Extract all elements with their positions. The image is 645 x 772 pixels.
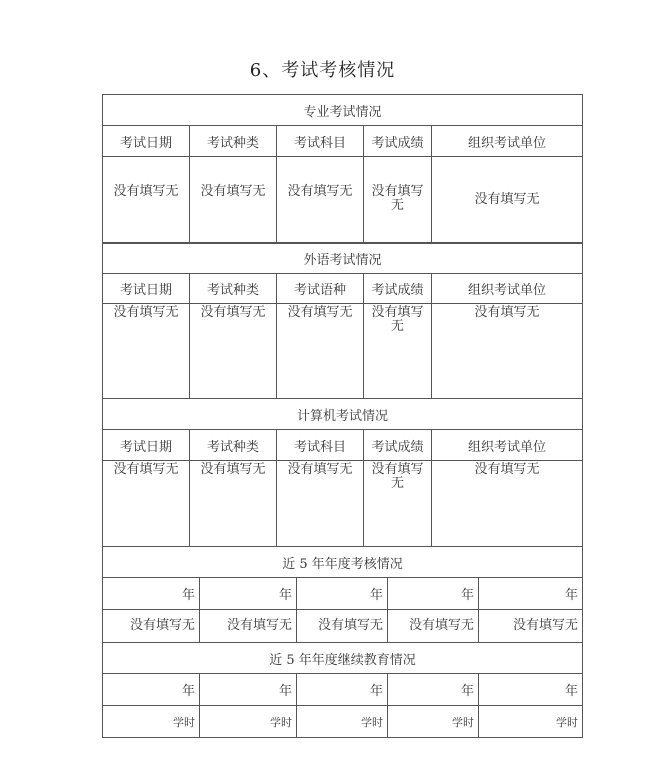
annual-result-value: 没有填写无 [388, 610, 479, 643]
col-exam-organizer: 组织考试单位 [432, 274, 583, 304]
language-language-value: 没有填写无 [277, 304, 364, 399]
professional-date-value: 没有填写无 [103, 157, 190, 243]
col-exam-type: 考试种类 [190, 126, 277, 157]
col-exam-date: 考试日期 [103, 126, 190, 157]
page-title: 6、考试考核情况 [249, 60, 396, 81]
col-exam-subject: 考试科目 [277, 430, 364, 461]
computer-exam-table [102, 398, 583, 547]
study-hours-label: 学时 [388, 706, 479, 738]
annual-result-value: 没有填写无 [297, 610, 388, 643]
annual-assessment-table [102, 546, 583, 643]
language-exam-table [102, 243, 583, 399]
study-hours-label: 学时 [200, 706, 297, 738]
col-exam-score: 考试成绩 [364, 274, 432, 304]
computer-subject-value: 没有填写无 [277, 461, 364, 547]
computer-type-value: 没有填写无 [190, 461, 277, 547]
year-label: 年 [479, 674, 583, 706]
study-hours-label: 学时 [103, 706, 200, 738]
language-score-value: 没有填写无 [364, 304, 432, 399]
language-date-value: 没有填写无 [103, 304, 190, 399]
study-hours-label: 学时 [297, 706, 388, 738]
col-exam-score: 考试成绩 [364, 430, 432, 461]
col-exam-language: 考试语种 [277, 274, 364, 304]
computer-score-value: 没有填写无 [364, 461, 432, 547]
col-exam-score: 考试成绩 [364, 126, 432, 157]
col-exam-type: 考试种类 [190, 274, 277, 304]
computer-date-value: 没有填写无 [103, 461, 190, 547]
professional-type-value: 没有填写无 [190, 157, 277, 243]
year-label: 年 [200, 674, 297, 706]
year-label: 年 [103, 578, 200, 610]
col-exam-organizer: 组织考试单位 [432, 430, 583, 461]
annual-result-value: 没有填写无 [200, 610, 297, 643]
language-exam-header: 外语考试情况 [103, 244, 583, 274]
col-exam-date: 考试日期 [103, 430, 190, 461]
annual-result-value: 没有填写无 [103, 610, 200, 643]
professional-subject-value: 没有填写无 [277, 157, 364, 243]
col-exam-date: 考试日期 [103, 274, 190, 304]
continuing-education-table [102, 642, 583, 738]
professional-score-value: 没有填写无 [364, 157, 432, 243]
study-hours-label: 学时 [479, 706, 583, 738]
professional-exam-table [102, 94, 583, 243]
continuing-education-header: 近 5 年年度继续教育情况 [103, 643, 583, 674]
computer-exam-header: 计算机考试情况 [103, 399, 583, 430]
language-organizer-value: 没有填写无 [432, 304, 583, 399]
year-label: 年 [200, 578, 297, 610]
computer-organizer-value: 没有填写无 [432, 461, 583, 547]
language-type-value: 没有填写无 [190, 304, 277, 399]
col-exam-subject: 考试科目 [277, 126, 364, 157]
professional-exam-header: 专业考试情况 [103, 95, 583, 126]
col-exam-organizer: 组织考试单位 [432, 126, 583, 157]
col-exam-type: 考试种类 [190, 430, 277, 461]
year-label: 年 [388, 578, 479, 610]
year-label: 年 [297, 674, 388, 706]
annual-assessment-header: 近 5 年年度考核情况 [103, 547, 583, 578]
year-label: 年 [297, 578, 388, 610]
professional-organizer-value: 没有填写无 [432, 157, 583, 243]
annual-result-value: 没有填写无 [479, 610, 583, 643]
year-label: 年 [479, 578, 583, 610]
year-label: 年 [103, 674, 200, 706]
year-label: 年 [388, 674, 479, 706]
